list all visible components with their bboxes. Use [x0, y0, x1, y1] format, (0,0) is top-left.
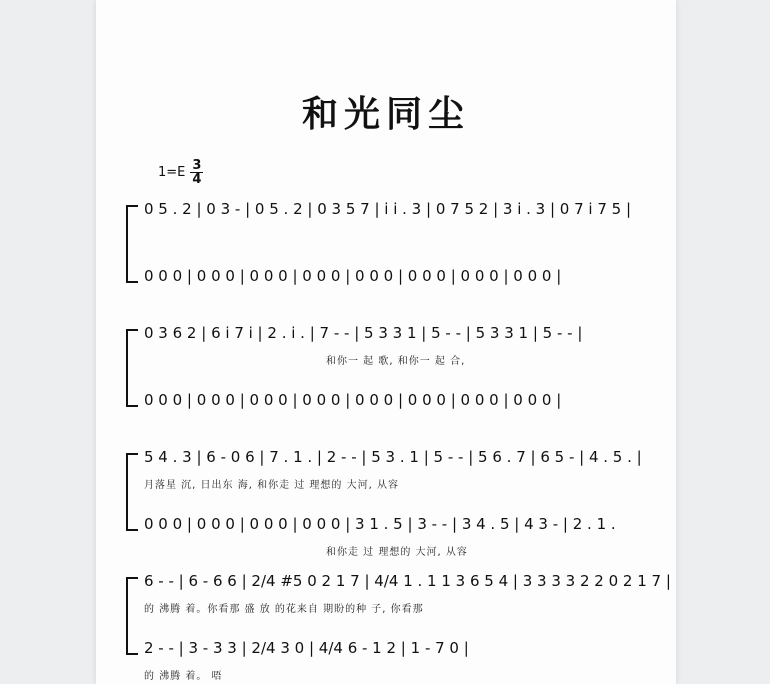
music-system-1 [126, 201, 666, 309]
lower-staff-notation: 0 0 0 | 0 0 0 | 0 0 0 | 0 0 0 | 3 1 . 5 | 3 - - | 3 4 . 5 | 4 3 - | 2 . 1 . [144, 515, 616, 533]
key-signature: 1=E [158, 164, 186, 180]
upper-staff-lyrics: 和你一 起 歌, 和你一 起 合, [326, 356, 466, 367]
upper-staff-lyrics: 月落星 沉, 日出东 海, 和你走 过 理想的 大河, 从容 [144, 480, 399, 491]
lower-staff-notation: 0 0 0 | 0 0 0 | 0 0 0 | 0 0 0 | 0 0 0 | 0 0 0 | 0 0 0 | 0 0 0 | [144, 267, 562, 285]
music-system-2 [126, 325, 666, 433]
lower-staff-lyrics: 和你走 过 理想的 大河, 从容 [326, 547, 468, 558]
lower-staff-lyrics [144, 419, 666, 433]
time-signature-numerator: 3 [192, 157, 202, 173]
upper-staff-notation: 0 5 . 2 | 0 3 - | 0 5 . 2 | 0 3 5 7 | i i . 3 | 0 7 5 2 | 3 i . 3 | 0 7 i 7 5 | [144, 200, 632, 218]
music-system-3 [126, 449, 666, 557]
lower-staff-lyrics: 的 沸腾 着。 唔 [144, 671, 223, 682]
system-brace [126, 329, 138, 407]
upper-staff-notation: 6 - - | 6 - 6 6 | 2/4 #5 0 2 1 7 | 4/4 1 . 1 1 3 6 5 4 | 3 3 3 3 2 2 0 2 1 7 | [144, 572, 671, 590]
upper-staff-notation: 0 3 6 2 | 6 i 7 i | 2 . i . | 7 - - | 5 3 3 1 | 5 - - | 5 3 3 1 | 5 - - | [144, 324, 583, 342]
page-title: 和光同尘 [301, 94, 470, 135]
upper-staff-lyrics: 的 沸腾 着。你看那 盛 放 的花来自 期盼的种 子, 你看那 [144, 604, 424, 615]
lower-staff-notation: 2 - - | 3 - 3 3 | 2/4 3 0 | 4/4 6 - 1 2 | 1 - 7 0 | [144, 639, 469, 657]
key-and-time-signature [158, 159, 676, 185]
time-signature [190, 159, 203, 186]
system-brace [126, 453, 138, 531]
upper-staff-lyrics [144, 228, 666, 242]
sheet-music-page [96, 0, 676, 684]
upper-staff-notation: 5 4 . 3 | 6 - 0 6 | 7 . 1 . | 2 - - | 5 3 . 1 | 5 - - | 5 6 . 7 | 6 5 - | 4 . 5 . | [144, 448, 642, 466]
music-system-4 [126, 572, 671, 682]
lower-staff-notation: 0 0 0 | 0 0 0 | 0 0 0 | 0 0 0 | 0 0 0 | 0 0 0 | 0 0 0 | 0 0 0 | [144, 391, 562, 409]
system-brace [126, 577, 138, 655]
lower-staff-lyrics [144, 295, 666, 309]
system-brace [126, 205, 138, 283]
time-signature-denominator: 4 [192, 171, 202, 187]
